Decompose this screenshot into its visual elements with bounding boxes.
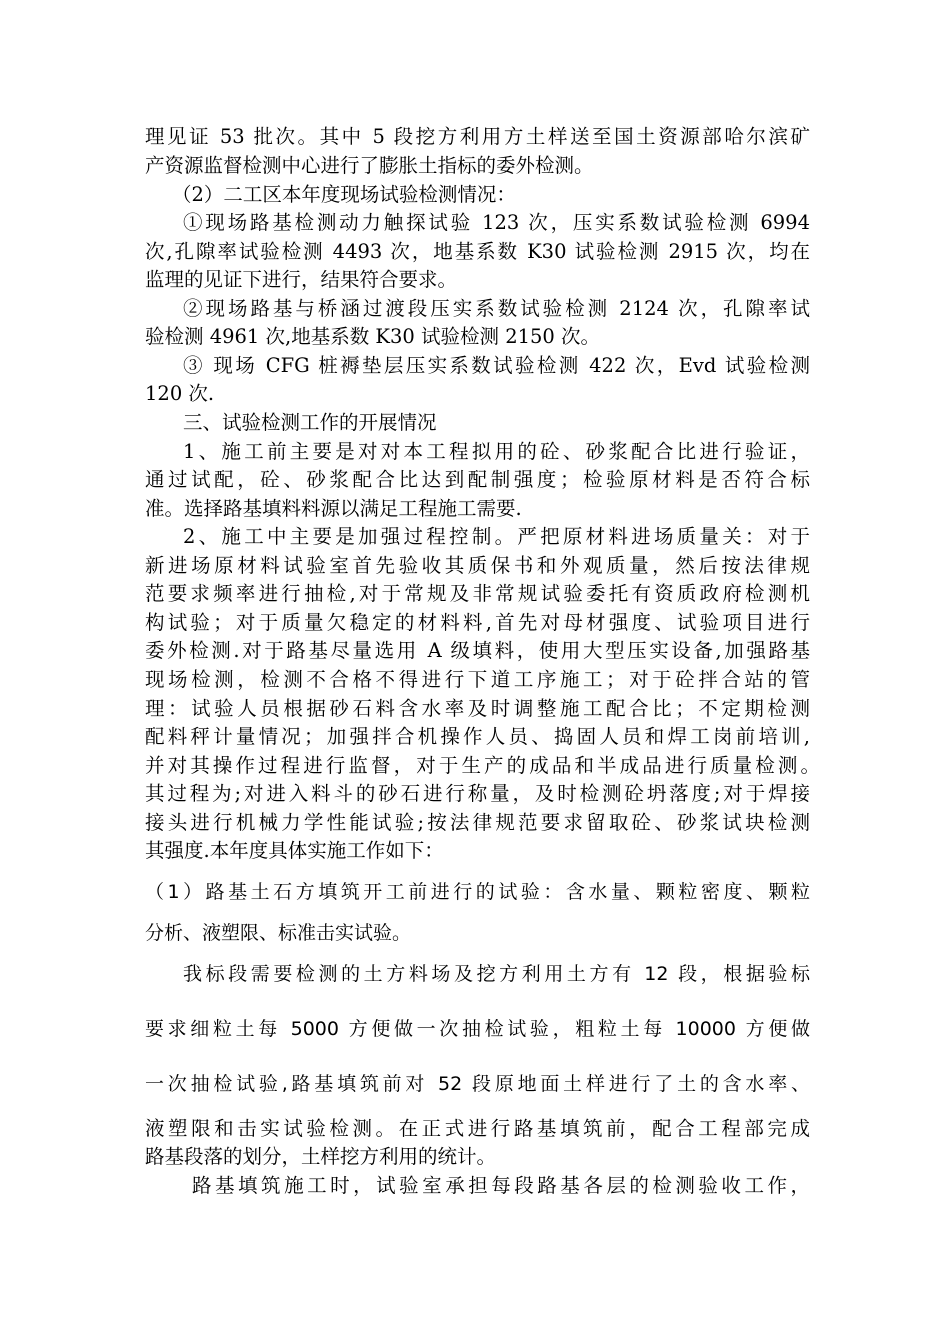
text-line: 配料秤计量情况；加强拌合机操作人员、捣固人员和焊工岗前培训, bbox=[145, 725, 810, 748]
text-line: 监理的见证下进行，结果符合要求。 bbox=[145, 268, 458, 291]
text-line: （2）二工区本年度现场试验检测情况： bbox=[172, 183, 516, 206]
text-line: 准。选择路基填料料源以满足工程施工需要. bbox=[145, 497, 522, 520]
text-line: 2、施工中主要是加强过程控制。严把原材料进场质量关：对于 bbox=[183, 525, 810, 548]
text-line: 1、施工前主要是对对本工程拟用的砼、砂浆配合比进行验证， bbox=[183, 440, 810, 463]
text-line: 通过试配，砼、砂浆配合比达到配制强度；检验原材料是否符合标 bbox=[145, 468, 810, 491]
text-line: 分析、液塑限、标准击实试验。 bbox=[145, 922, 412, 944]
text-line: 120 次. bbox=[145, 382, 215, 405]
text-line: 现场检测，检测不合格不得进行下道工序施工；对于砼拌合站的管 bbox=[145, 668, 810, 691]
text-line: 理见证 53 批次。其中 5 段挖方利用方土样送至国土资源部哈尔滨矿 bbox=[145, 125, 810, 148]
text-line: 次,孔隙率试验检测 4493 次，地基系数 K30 试验检测 2915 次，均在 bbox=[145, 240, 810, 263]
text-line: 我标段需要检测的土方料场及挖方利用土方有 12 段，根据验标 bbox=[183, 963, 810, 985]
text-line: 委外检测.对于路基尽量选用 A 级填料，使用大型压实设备,加强路基 bbox=[145, 639, 810, 662]
text-line: 要求细粒土每 5000 方便做一次抽检试验，粗粒土每 10000 方便做 bbox=[145, 1018, 810, 1040]
text-line: ②现场路基与桥涵过渡段压实系数试验检测 2124 次，孔隙率试 bbox=[183, 297, 810, 320]
text-line: 路基段落的划分，土样挖方利用的统计。 bbox=[145, 1145, 497, 1168]
text-line: 范要求频率进行抽检,对于常规及非常规试验委托有资质政府检测机 bbox=[145, 582, 810, 605]
text-line: 液塑限和击实试验检测。在正式进行路基填筑前，配合工程部完成 bbox=[145, 1117, 810, 1140]
text-line: （1）路基土石方填筑开工前进行的试验：含水量、颗粒密度、颗粒 bbox=[145, 881, 810, 903]
text-line: 验检测 4961 次,地基系数 K30 试验检测 2150 次。 bbox=[145, 325, 601, 348]
text-line: 新进场原材料试验室首先验收其质保书和外观质量，然后按法律规 bbox=[145, 554, 810, 577]
text-line: ①现场路基检测动力触探试验 123 次，压实系数试验检测 6994 bbox=[183, 211, 810, 234]
text-line: 产资源监督检测中心进行了膨胀土指标的委外检测。 bbox=[145, 154, 594, 177]
text-line: 一次抽检试验,路基填筑前对 52 段原地面土样进行了土的含水率、 bbox=[145, 1073, 810, 1095]
text-line: 构试验；对于质量欠稳定的材料料,首先对母材强度、试验项目进行 bbox=[145, 611, 810, 634]
text-line: 接头进行机械力学性能试验;按法律规范要求留取砼、砂浆试块检测 bbox=[145, 811, 810, 834]
text-line: 其强度.本年度具体实施工作如下： bbox=[145, 839, 444, 862]
text-line: 并对其操作过程进行监督，对于生产的成品和半成品进行质量检测。 bbox=[145, 754, 820, 777]
section-heading: 三、试验检测工作的开展情况 bbox=[183, 411, 437, 434]
text-line: ③ 现场 CFG 桩褥垫层压实系数试验检测 422 次，Evd 试验检测 bbox=[183, 354, 810, 377]
text-line: 其过程为;对进入料斗的砂石进行称量，及时检测砼坍落度;对于焊接 bbox=[145, 782, 810, 805]
text-line: 路基填筑施工时，试验室承担每段路基各层的检测验收工作， bbox=[192, 1174, 810, 1197]
text-line: 理：试验人员根据砂石料含水率及时调整施工配合比；不定期检测 bbox=[145, 697, 810, 720]
